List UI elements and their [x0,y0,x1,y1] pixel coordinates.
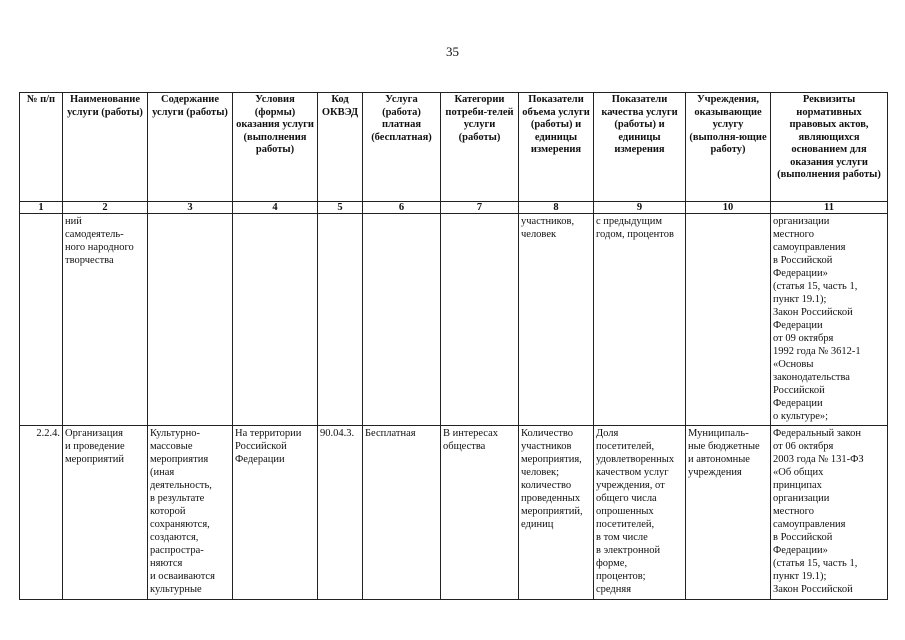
quality-indicators-cell [594,426,686,600]
cell-text: 90.04.3. [320,428,355,439]
institutions-cell [686,214,771,426]
cell-text: Бесплатная [365,428,416,439]
volume-indicators-cell [519,426,594,600]
column-number: 8 [519,202,594,214]
page-number: 35 [446,44,459,59]
column-header: Показатели объема услуги (работы) и единицы измерения [519,93,594,202]
column-number: 7 [441,202,519,214]
table-row [20,214,888,426]
column-header: Показатели качества услуги (работы) и единицы измерения [594,93,686,202]
services-register-table [19,92,888,600]
column-number: 10 [686,202,771,214]
cell-text: участников, человек [521,216,575,240]
legal-acts-cell [771,426,888,600]
okved-code-cell [318,214,363,426]
cell-text: ний самодеятель- ного народного творчества [65,216,134,266]
column-header: Условия (формы) оказания услуги (выполнения работы) [233,93,318,202]
service-name-cell [63,214,148,426]
column-number: 4 [233,202,318,214]
paid-status-cell [363,214,441,426]
consumer-category-cell [441,426,519,600]
table-row [20,426,888,600]
row-number-cell [20,426,63,600]
cell-text: Доля посетителей, удовлетворенных качеством услуг учреждения, от общего числа опрошенных посетителей, в том числе в электронной форме, процентов; средняя [596,428,675,595]
column-header: Учреждения, оказывающие услугу (выполня-ющие работу) [686,93,771,202]
column-header: Реквизиты нормативных правовых актов, являющихся основанием для оказания услуги (выполнения работы) [771,93,888,202]
column-header: Наименование услуги (работы) [63,93,148,202]
service-content-cell [148,214,233,426]
column-header: Содержание услуги (работы) [148,93,233,202]
column-number: 11 [771,202,888,214]
cell-text: Муниципаль- ные бюджетные и автономные учреждения [688,428,760,478]
consumer-category-cell [441,214,519,426]
column-header: Категории потреби-телей услуги (работы) [441,93,519,202]
institutions-cell [686,426,771,600]
paid-status-cell [363,426,441,600]
cell-text: организации местного самоуправления в Российской Федерации» (статья 15, часть 1, пункт 19.1); Закон Российской Федерации от 09 октября 1992 года № 3612-1 «Основы законодательства Российской Федерации о культуре»; [773,216,861,422]
cell-text: Организация и проведение мероприятий [65,428,125,465]
service-name-cell [63,426,148,600]
table-header-row [20,93,888,202]
legal-acts-cell [771,214,888,426]
column-number: 2 [63,202,148,214]
conditions-cell [233,426,318,600]
column-header: Услуга (работа) платная (бесплатная) [363,93,441,202]
cell-text: Количество участников мероприятия, человек; количество проведенных мероприятий, единиц [521,428,583,530]
column-number: 5 [318,202,363,214]
cell-text: На территории Российской Федерации [235,428,302,465]
column-header: № п/п [20,93,63,202]
quality-indicators-cell [594,214,686,426]
cell-text: В интересах общества [443,428,498,452]
conditions-cell [233,214,318,426]
column-number: 3 [148,202,233,214]
volume-indicators-cell [519,214,594,426]
column-header: Код ОКВЭД [318,93,363,202]
column-number-row [20,202,888,214]
cell-text: 2.2.4. [36,428,60,439]
column-number: 6 [363,202,441,214]
column-number: 9 [594,202,686,214]
service-content-cell [148,426,233,600]
cell-text: Федеральный закон от 06 октября 2003 года № 131-ФЗ «Об общих принципах организации местного самоуправления в Российской Федерации» (статья 15, часть 1, пункт 19.1); Закон Российской [773,428,864,595]
cell-text: Культурно- массовые мероприятия (иная деятельность, в результате которой сохраняются, создаются, распростра- няются и осваиваются культурные [150,428,215,595]
column-number: 1 [20,202,63,214]
okved-code-cell [318,426,363,600]
cell-text: с предыдущим годом, процентов [596,216,674,240]
row-number-cell [20,214,63,426]
